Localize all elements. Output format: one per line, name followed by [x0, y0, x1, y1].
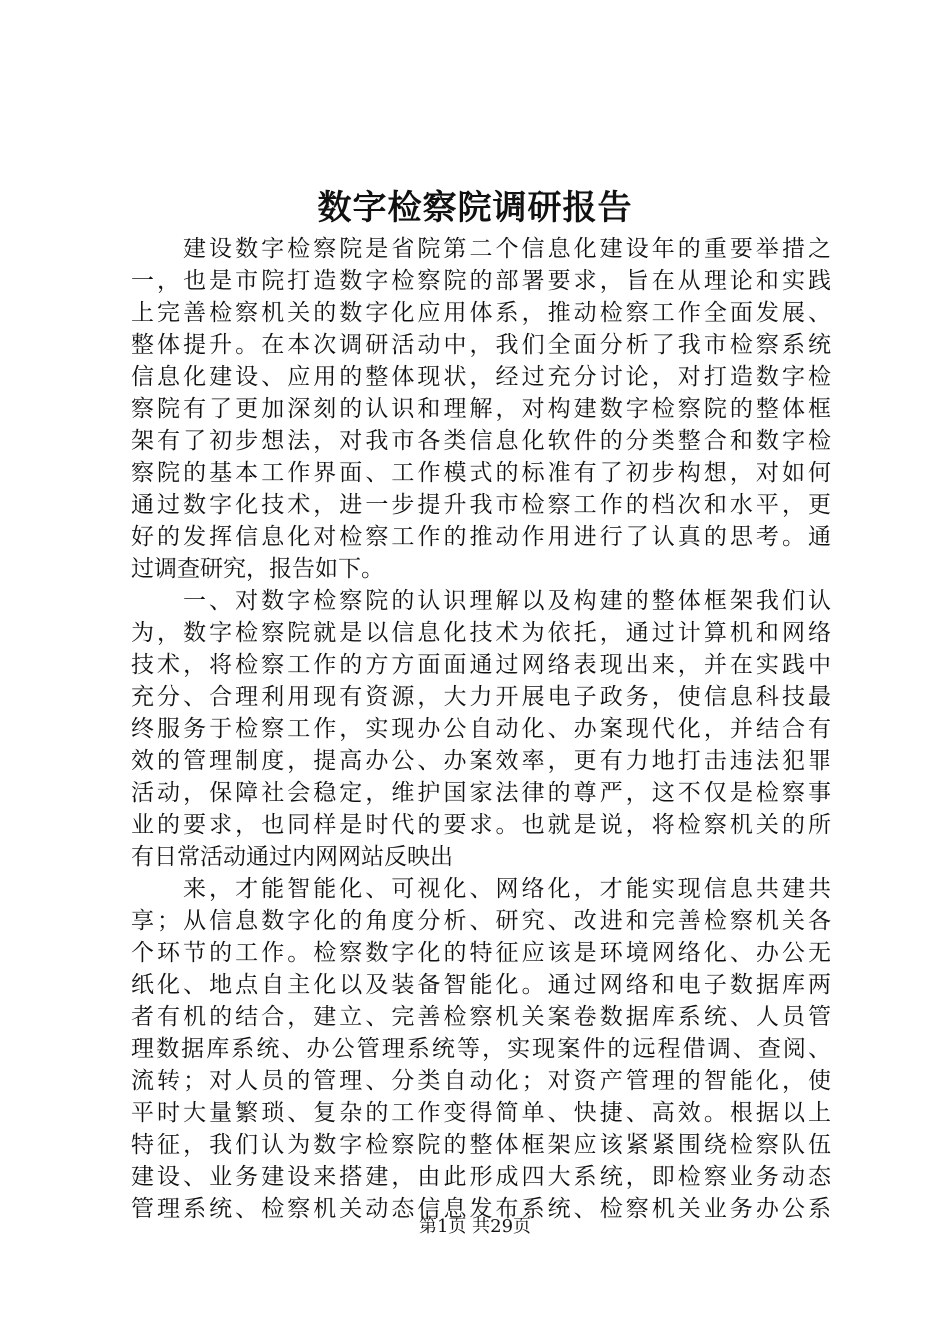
paragraph-line: 者有机的结合，建立、完善检察机关案卷数据库系统、人员管	[131, 1004, 831, 1030]
paragraph-line: 个环节的工作。检察数字化的特征应该是环境网络化、办公无	[131, 940, 831, 966]
document-body	[131, 233, 831, 1225]
paragraph-line: 效的管理制度，提高办公、办案效率，更有力地打击违法犯罪	[131, 748, 831, 774]
paragraph-line: 技术，将检察工作的方方面面通过网络表现出来，并在实践中	[131, 652, 831, 678]
paragraph-line: 一、对数字检察院的认识理解以及构建的整体框架我们认	[183, 588, 831, 614]
paragraph-line: 流转；对人员的管理、分类自动化；对资产管理的智能化，使	[131, 1068, 831, 1094]
paragraph-line: 察院的基本工作界面、工作模式的标准有了初步构想，对如何	[131, 460, 831, 486]
paragraph-line: 活动，保障社会稳定，维护国家法律的尊严，这不仅是检察事	[131, 780, 831, 806]
paragraph-line: 为，数字检察院就是以信息化技术为依托，通过计算机和网络	[131, 620, 831, 646]
paragraph-line: 来，才能智能化、可视化、网络化，才能实现信息共建共	[183, 876, 831, 902]
paragraph-line: 管理系统、检察机关动态信息发布系统、检察机关业务办公系	[131, 1196, 831, 1222]
paragraph-line: 过调查研究，报告如下。	[131, 556, 384, 582]
page-number-footer: 第1页 共29页	[418, 1216, 532, 1237]
paragraph-line: 建设数字检察院是省院第二个信息化建设年的重要举措之	[183, 236, 831, 262]
paragraph-line: 纸化、地点自主化以及装备智能化。通过网络和电子数据库两	[131, 972, 831, 998]
paragraph-line: 特征，我们认为数字检察院的整体框架应该紧紧围绕检察队伍	[131, 1132, 831, 1158]
paragraph-line: 架有了初步想法，对我市各类信息化软件的分类整合和数字检	[131, 428, 831, 454]
paragraph-line: 享；从信息数字化的角度分析、研究、改进和完善检察机关各	[131, 908, 831, 934]
paragraph-line: 一，也是市院打造数字检察院的部署要求，旨在从理论和实践	[131, 268, 831, 294]
paragraph-line: 业的要求，也同样是时代的要求。也就是说，将检察机关的所	[131, 812, 831, 838]
paragraph-line: 有日常活动通过内网网站反映出	[131, 844, 453, 870]
paragraph-line: 好的发挥信息化对检察工作的推动作用进行了认真的思考。通	[131, 524, 831, 550]
paragraph-line: 建设、业务建设来搭建，由此形成四大系统，即检察业务动态	[131, 1164, 831, 1190]
paragraph-line: 平时大量繁琐、复杂的工作变得简单、快捷、高效。根据以上	[131, 1100, 831, 1126]
paragraph-line: 整体提升。在本次调研活动中，我们全面分析了我市检察系统	[131, 332, 831, 358]
paragraph-line: 察院有了更加深刻的认识和理解，对构建数字检察院的整体框	[131, 396, 831, 422]
paragraph-line: 充分、合理利用现有资源，大力开展电子政务，使信息科技最	[131, 684, 831, 710]
paragraph-line: 上完善检察机关的数字化应用体系，推动检察工作全面发展、	[131, 300, 831, 326]
paragraph-line: 理数据库系统、办公管理系统等，实现案件的远程借调、查阅、	[131, 1036, 831, 1062]
paragraph-line: 通过数字化技术，进一步提升我市检察工作的档次和水平，更	[131, 492, 831, 518]
paragraph-line: 终服务于检察工作，实现办公自动化、办案现代化，并结合有	[131, 716, 831, 742]
paragraph-line: 信息化建设、应用的整体现状，经过充分讨论，对打造数字检	[131, 364, 831, 390]
document-title: 数字检察院调研报告	[317, 188, 633, 228]
